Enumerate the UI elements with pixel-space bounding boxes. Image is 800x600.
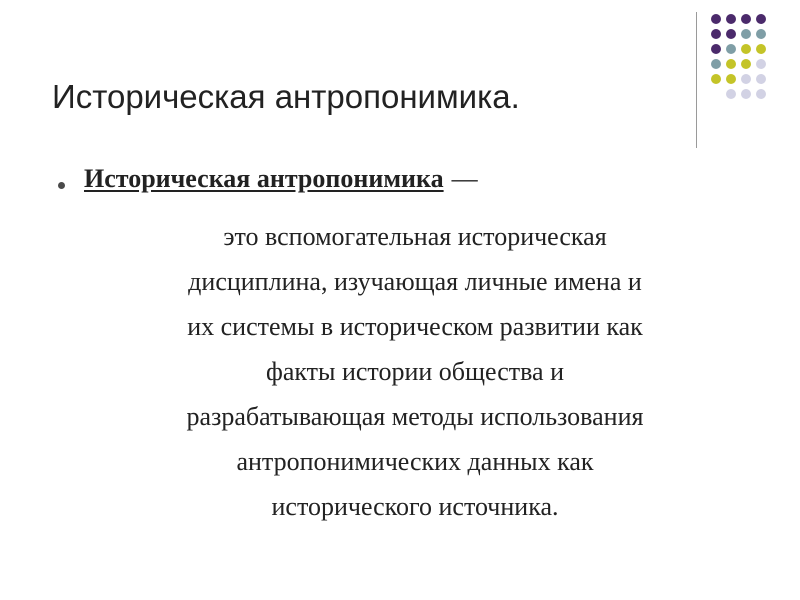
slide-title: Историческая антропонимика.: [52, 78, 520, 115]
definition-line: исторического источника.: [271, 492, 559, 521]
decorative-dot: [726, 59, 736, 69]
term-heading: Историческая антропонимика: [84, 164, 444, 193]
decorative-dot: [726, 14, 736, 24]
decorative-dot: [741, 14, 751, 24]
definition-line: это вспомогательная историческая: [223, 222, 607, 251]
decorative-dot-grid: [711, 14, 771, 126]
decorative-dot: [711, 14, 721, 24]
decorative-dot: [741, 74, 751, 84]
definition-line: дисциплина, изучающая личные имена и: [188, 267, 642, 296]
decorative-dot: [741, 89, 751, 99]
definition-line: разрабатывающая методы использования: [186, 402, 644, 431]
vertical-divider: [696, 12, 697, 148]
decorative-dot: [711, 44, 721, 54]
term-dash: —: [451, 164, 478, 193]
decorative-dot: [741, 29, 751, 39]
decorative-dot: [711, 29, 721, 39]
decorative-dot: [726, 44, 736, 54]
definition-line: антропонимических данных как: [236, 447, 594, 476]
decorative-dot: [756, 59, 766, 69]
decorative-dot: [756, 29, 766, 39]
decorative-dot: [726, 89, 736, 99]
decorative-dot: [741, 59, 751, 69]
decorative-dot: [711, 59, 721, 69]
bullet-icon: [58, 182, 65, 189]
decorative-dot: [741, 44, 751, 54]
decorative-dot: [711, 74, 721, 84]
definition-line: факты истории общества и: [265, 357, 565, 386]
decorative-dot: [726, 29, 736, 39]
decorative-dot: [756, 14, 766, 24]
decorative-dot: [726, 74, 736, 84]
definition-line: их системы в историческом развитии как: [187, 312, 643, 341]
bullet-term-line: [84, 164, 478, 194]
definition-text: [70, 214, 760, 529]
decorative-dot: [756, 74, 766, 84]
decorative-dot: [756, 89, 766, 99]
decorative-dot: [756, 44, 766, 54]
